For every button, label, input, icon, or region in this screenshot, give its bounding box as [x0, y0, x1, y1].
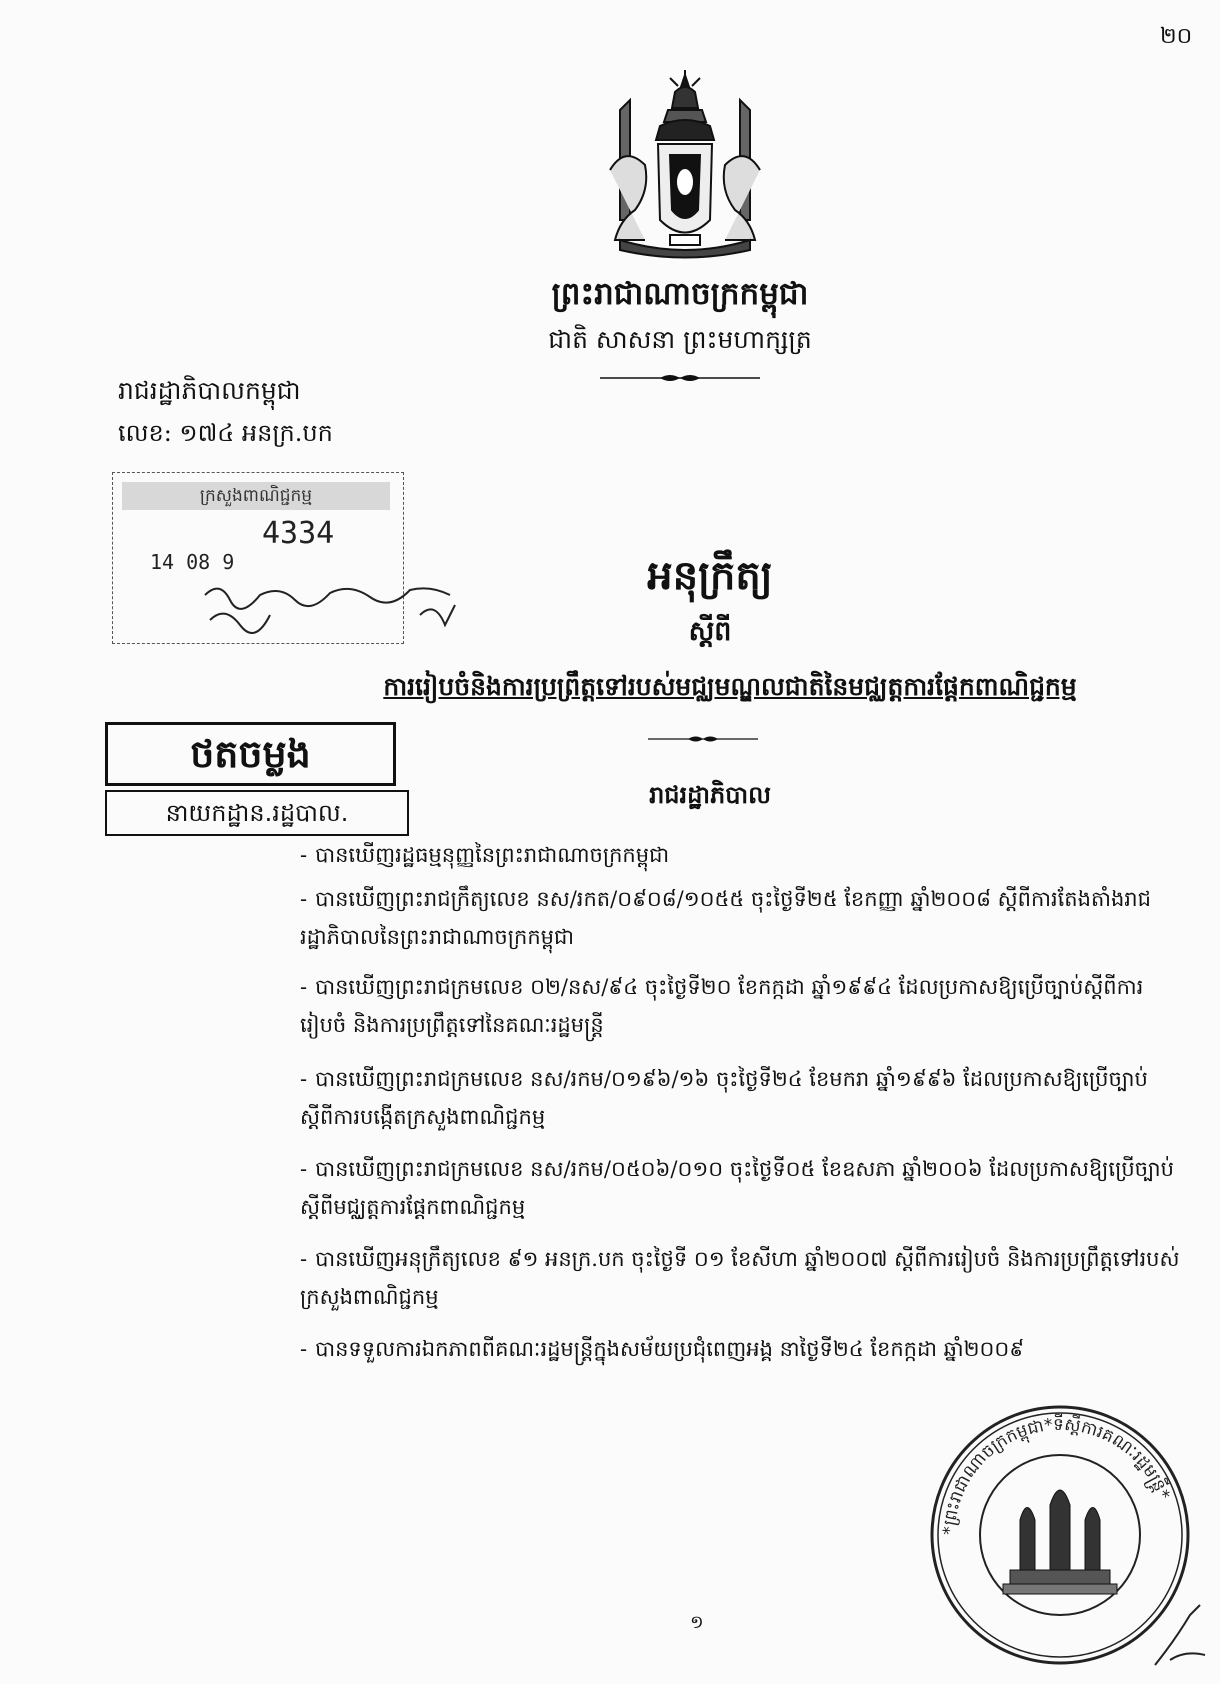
received-stamp-title: ក្រសួងពាណិជ្ជកម្ម: [122, 482, 390, 510]
document-topic: ការរៀបចំនិងការប្រព្រឹត្តទៅរបស់មជ្ឈមណ្ឌលជាតិនៃមជ្ឈត្តការផ្តែកពាណិជ្ជកម្ម: [383, 672, 1077, 701]
vista-item: - បានឃើញព្រះរាជក្រមលេខ នស/រកម/០១៩៦/១៦ ចុះថ្ងៃទី២៤ ខែមករា ឆ្នាំ១៩៩៦ ដែលប្រកាសឱ្យប្រើច្បាប់ស្តីពីការបង្កើតក្រសួងពាណិជ្ជកម្ម: [300, 1067, 1148, 1129]
vista-item: - បានឃើញព្រះរាជក្រមលេខ ០២/នស/៩៤ ចុះថ្ងៃទី២០ ខែកក្កដា ឆ្នាំ១៩៩៤ ដែលប្រកាសឱ្យប្រើច្បាប់ស្តីពីការរៀបចំ និងការប្រព្រឹត្តទៅនៃគណៈរដ្ឋមន្ត្រី: [300, 975, 1144, 1037]
vista-item: - បានទទួលការឯកភាពពីគណៈរដ្ឋមន្ត្រីក្នុងសម័យប្រជុំពេញអង្គ នាថ្ងៃទី២៤ ខែកក្កដា ឆ្នាំ២០០៩: [300, 1337, 1025, 1361]
ornament-divider-icon: [648, 734, 758, 744]
ornament-divider-icon: [600, 372, 760, 384]
national-motto: ជាតិ សាសនា ព្រះមហាក្សត្រ: [548, 325, 812, 354]
seal-text: *ព្រះរាជាណាចក្រកម្ពុជា*ទីស្តីការគណៈរដ្ឋមន្ត្រី*: [939, 1414, 1174, 1536]
royal-coat-of-arms-icon: [590, 70, 780, 260]
copy-stamp: ថតចម្លង: [105, 722, 396, 786]
corner-page-number: ២០: [1160, 24, 1193, 49]
document-about: ស្តីពី: [688, 616, 732, 647]
kingdom-name: ព្រះរាជាណាចក្រកម្ពុជា: [551, 276, 809, 312]
received-stamp-number: 4334: [262, 516, 335, 551]
department-stamp: នាយកដ្ឋាន.រដ្ឋបាល.: [105, 790, 409, 836]
page-number: ១: [690, 1612, 704, 1633]
issuing-authority: រាជរដ្ឋាភិបាលកម្ពុជា: [118, 376, 301, 405]
vista-item: - បានឃើញព្រះរាជក្រមលេខ នស/រកម/០៥០៦/០១០ ចុះថ្ងៃទី០៥ ខែឧសភា ឆ្នាំ២០០៦ ដែលប្រកាសឱ្យប្រើច្បាប់ស្តីពីមជ្ឈត្តការផ្តែកពាណិជ្ជកម្ម: [300, 1157, 1174, 1219]
reference-number: លេខ: ១៧៤ អនក្រ.បក: [118, 419, 333, 447]
vista-item: - បានឃើញអនុក្រឹត្យលេខ ៩១ អនក្រ.បក ចុះថ្ងៃទី ០១ ខែសីហា ឆ្នាំ២០០៧ ស្តីពីការរៀបចំ និងការប្រព្រឹត្តទៅរបស់ក្រសួងពាណិជ្ជកម្ម: [300, 1247, 1180, 1309]
vista-item: - បានឃើញរដ្ឋធម្មនុញ្ញនៃព្រះរាជាណាចក្រកម្ពុជា: [300, 843, 670, 867]
signature-mark-icon: [1150, 1600, 1210, 1670]
document-type: អនុក្រឹត្យ: [647, 552, 773, 599]
vista-item: - បានឃើញព្រះរាជក្រឹត្យលេខ នស/រកត/០៩០៨/១០៥៥ ចុះថ្ងៃទី២៥ ខែកញ្ញា ឆ្នាំ២០០៨ ស្តីពីការតែងតាំងរាជរដ្ឋាភិបាលនៃព្រះរាជាណាចក្រកម្ពុជា: [300, 887, 1151, 949]
handwritten-note-icon: [200, 575, 480, 650]
received-stamp-date: 14 08 9: [150, 550, 235, 574]
government-heading: រាជរដ្ឋាភិបាល: [649, 780, 771, 809]
